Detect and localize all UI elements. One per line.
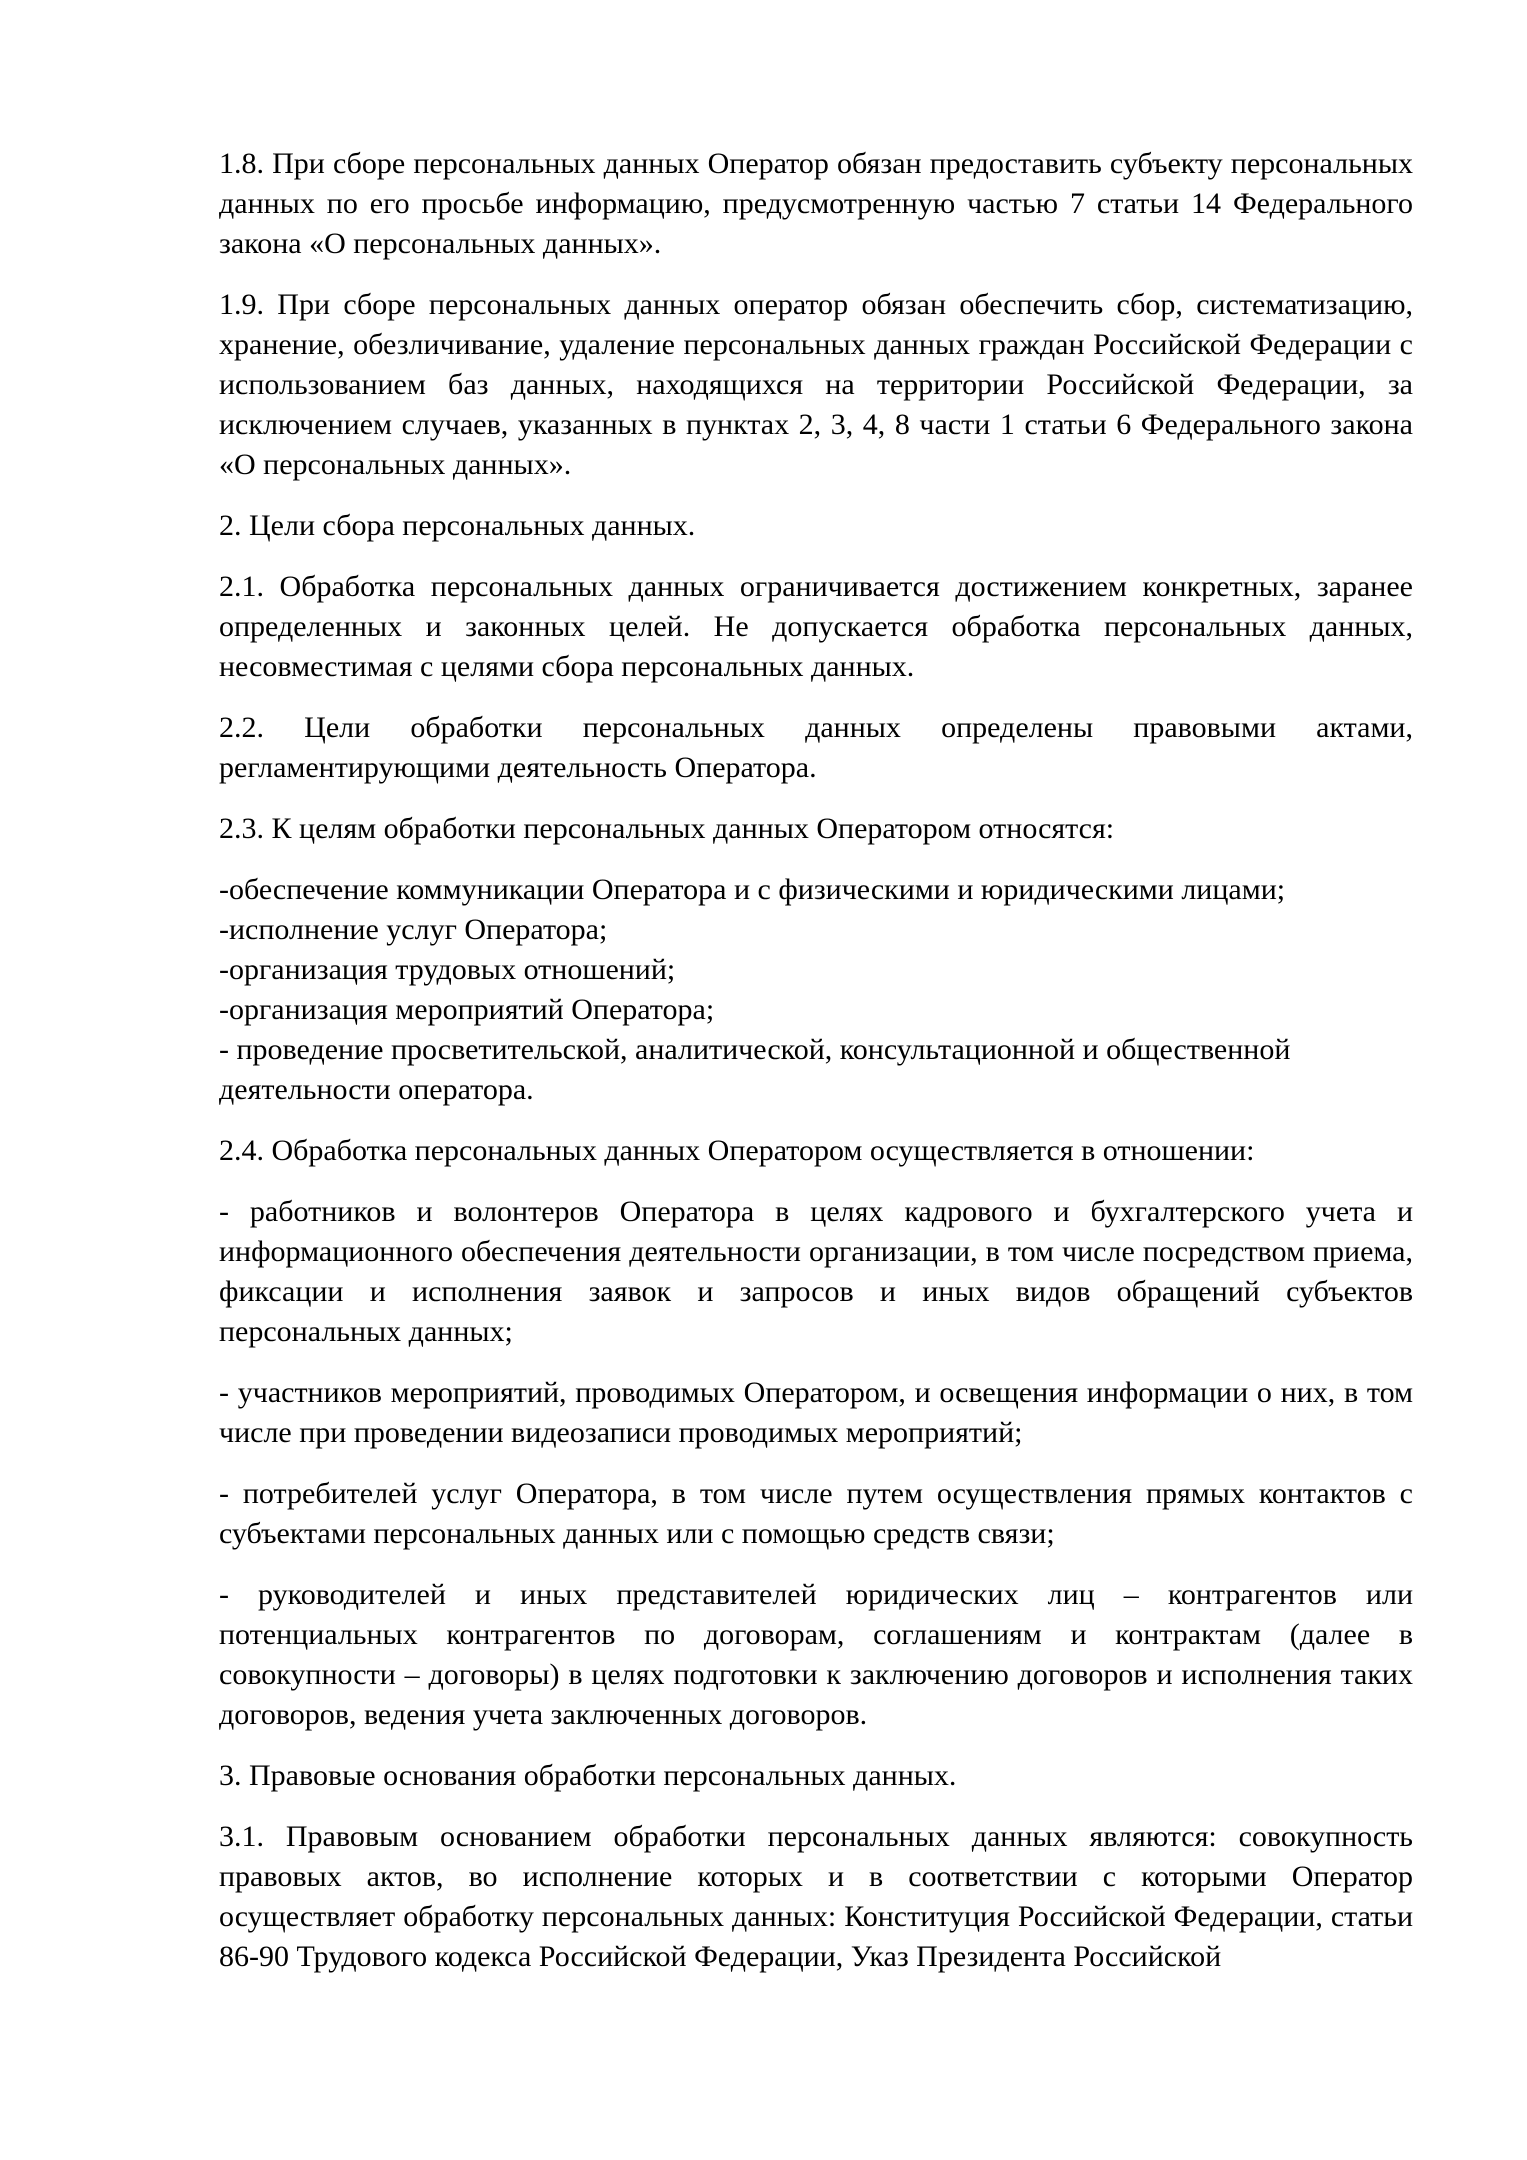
list-item-services: -исполнение услуг Оператора; [219,913,608,946]
section-heading-2: 2. Цели сбора персональных данных. [219,509,696,542]
paragraph-1-9: 1.9. При сборе персональных данных оператор обязан обеспечить сбор, систематизацию, хранение, обезличивание, удаление персональных данных граждан Российской Федерации с использованием баз данных, находящихся на территории Российской Федерации, за исключением случаев, указанных в пунктах 2, 3, 4, 8 части 1 статьи 6 Федерального закона «О персональных данных». [219,288,1413,481]
paragraph-2-3: 2.3. К целям обработки персональных данных Оператором относятся: [219,812,1115,845]
paragraph-2-4-bullet-participants: - участников мероприятий, проводимых Оператором, и освещения информации о них, в том числе при проведении видеозаписи проводимых мероприятий; [219,1376,1413,1449]
section-heading-3: 3. Правовые основания обработки персональных данных. [219,1759,957,1792]
paragraph-2-4-bullet-counterparties: - руководителей и иных представителей юридических лиц – контрагентов или потенциальных контрагентов по договорам, соглашениям и контрактам (далее в совокупности – договоры) в целях подготовки к заключению договоров и исполнения таких договоров, ведения учета заключенных договоров. [219,1578,1413,1731]
list-item-public-activity: - проведение просветительской, аналитической, консультационной и общественной деятельности оператора. [219,1033,1291,1106]
paragraph-2-1: 2.1. Обработка персональных данных ограничивается достижением конкретных, заранее определенных и законных целей. Не допускается обработка персональных данных, несовместимая с целями сбора персональных данных. [219,570,1413,683]
paragraph-1-8: 1.8. При сборе персональных данных Оператор обязан предоставить субъекту персональных данных по его просьбе информацию, предусмотренную частью 7 статьи 14 Федерального закона «О персональных данных». [219,147,1413,260]
paragraph-2-4-bullet-consumers: - потребителей услуг Оператора, в том числе путем осуществления прямых контактов с субъектами персональных данных или с помощью средств связи; [219,1477,1413,1550]
document-body [219,144,1413,1998]
paragraph-2-2: 2.2. Цели обработки персональных данных определены правовыми актами, регламентирующими деятельность Оператора. [219,711,1413,784]
list-item-communication: -обеспечение коммуникации Оператора и с физическими и юридическими лицами; [219,873,1286,906]
paragraph-3-1: 3.1. Правовым основанием обработки персональных данных являются: совокупность правовых актов, во исполнение которых и в соответствии с которыми Оператор осуществляет обработку персональных данных: Конституция Российской Федерации, статьи 86-90 Трудового кодекса Российской Федерации, Указ Президента Российской [219,1820,1413,1973]
list-item-labor-relations: -организация трудовых отношений; [219,953,676,986]
list-item-events: -организация мероприятий Оператора; [219,993,715,1026]
paragraph-2-4: 2.4. Обработка персональных данных Оператором осуществляется в отношении: [219,1134,1255,1167]
paragraph-2-4-bullet-employees: - работников и волонтеров Оператора в целях кадрового и бухгалтерского учета и информационного обеспечения деятельности организации, в том числе посредством приема, фиксации и исполнения заявок и запросов и иных видов обращений субъектов персональных данных; [219,1195,1413,1348]
processing-goals-list [219,870,1413,1110]
